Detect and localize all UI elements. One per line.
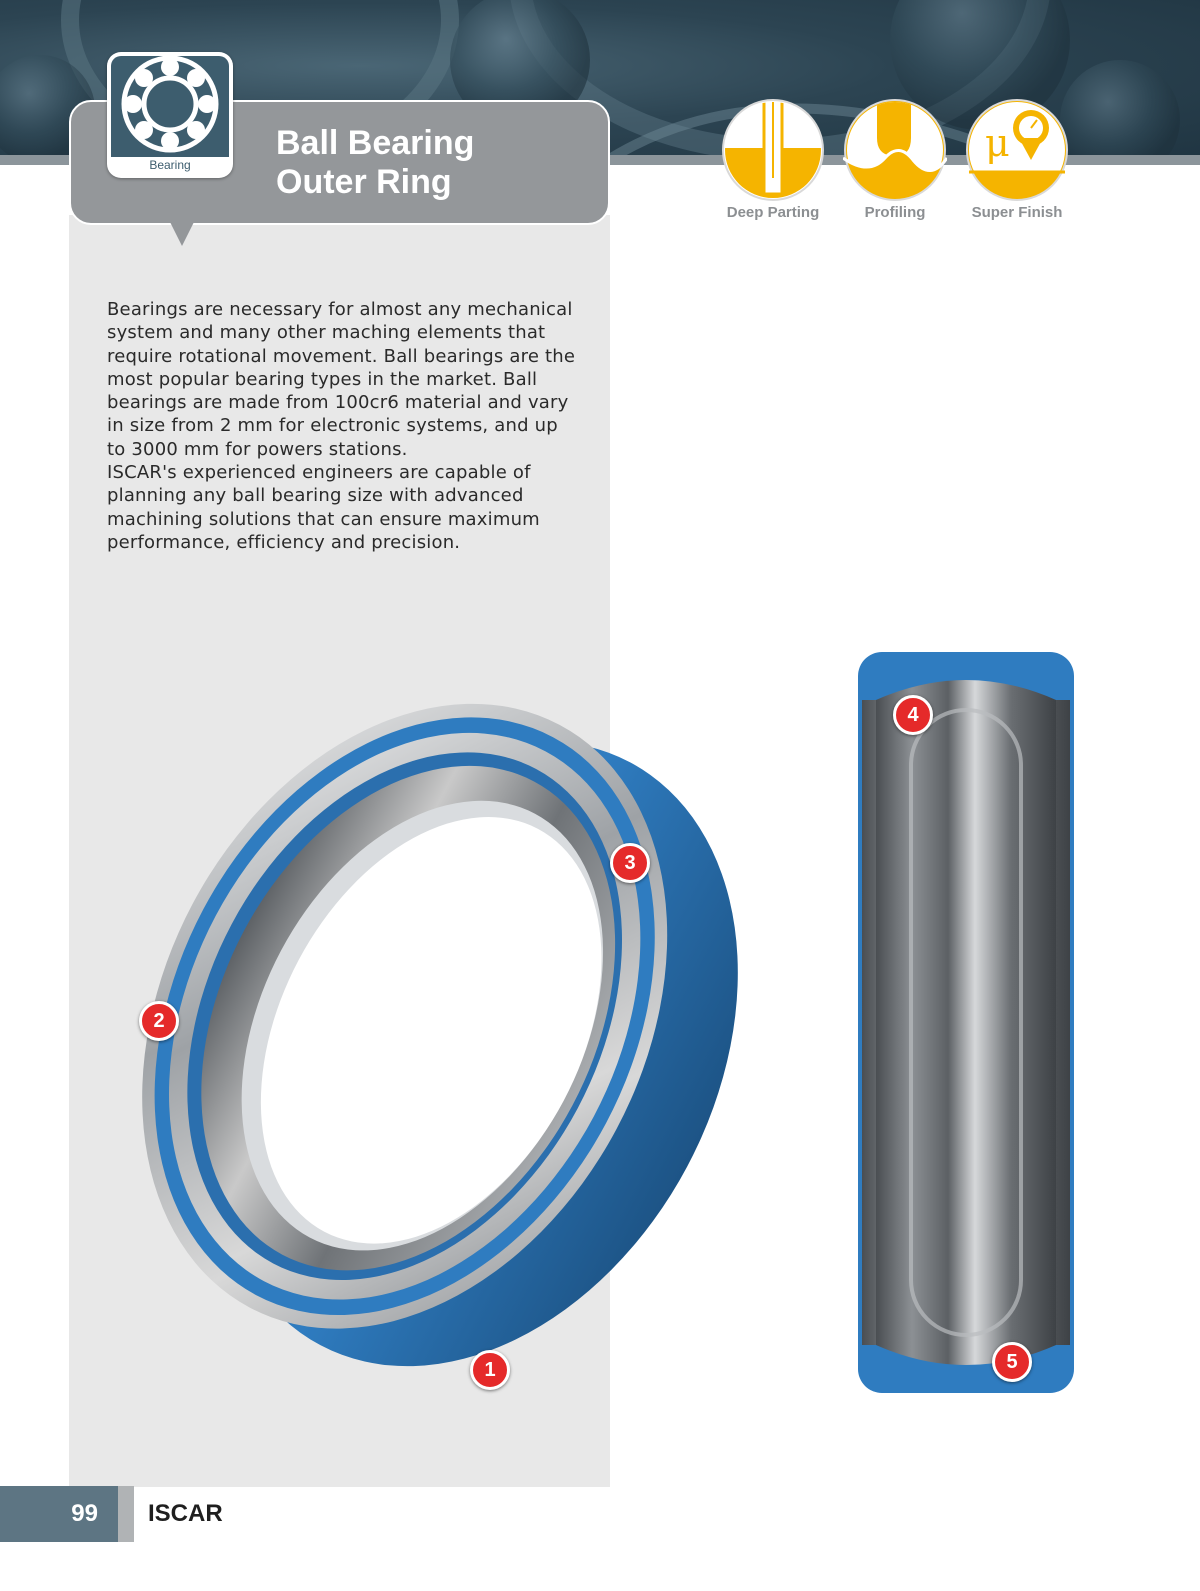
callout-4: 4 <box>893 695 933 735</box>
badge-label: Bearing <box>149 158 191 172</box>
description-paragraph: Bearings are necessary for almost any mechanical system and many other maching elements that require rotational movement. Ball bearings are the most popular bearing types in the market. Ball bearings are made from 100cr6 material and vary in size from 2 mm for electronic systems, and up to 3000 mm for powers stations. <box>107 299 576 460</box>
operation-label: Deep Parting <box>726 204 820 221</box>
operation-deep-parting <box>718 98 828 221</box>
callout-2: 2 <box>139 1001 179 1041</box>
callout-1: 1 <box>470 1350 510 1390</box>
ring-cross-section-illustration <box>856 650 1076 1395</box>
svg-text:μ: μ <box>985 121 1010 165</box>
operation-label: Profiling <box>864 204 926 221</box>
operation-super-finish <box>962 98 1072 221</box>
operation-profiling <box>840 98 950 221</box>
footer-brand: ISCAR <box>148 1500 223 1527</box>
outer-ring-illustration <box>100 650 780 1420</box>
page-number: 99 <box>71 1500 98 1527</box>
description-paragraph: ISCAR's experienced engineers are capable of planning any ball bearing size with advanced machining solutions that can ensure maximum performance, efficiency and precision. <box>107 462 540 553</box>
profiling-icon <box>843 98 947 202</box>
title-line-2: Outer Ring <box>276 163 452 201</box>
title-line-1: Ball Bearing <box>276 124 475 162</box>
description-text <box>107 298 577 554</box>
operation-label: Super Finish <box>971 204 1063 221</box>
footer-divider <box>118 1486 134 1542</box>
callout-5: 5 <box>992 1342 1032 1382</box>
bearing-badge <box>107 52 233 178</box>
title-pointer <box>170 222 194 246</box>
bearing-icon <box>111 56 229 157</box>
page-title <box>276 124 596 202</box>
callout-3: 3 <box>610 843 650 883</box>
deep-parting-icon <box>721 98 825 202</box>
super-finish-icon <box>965 98 1069 202</box>
